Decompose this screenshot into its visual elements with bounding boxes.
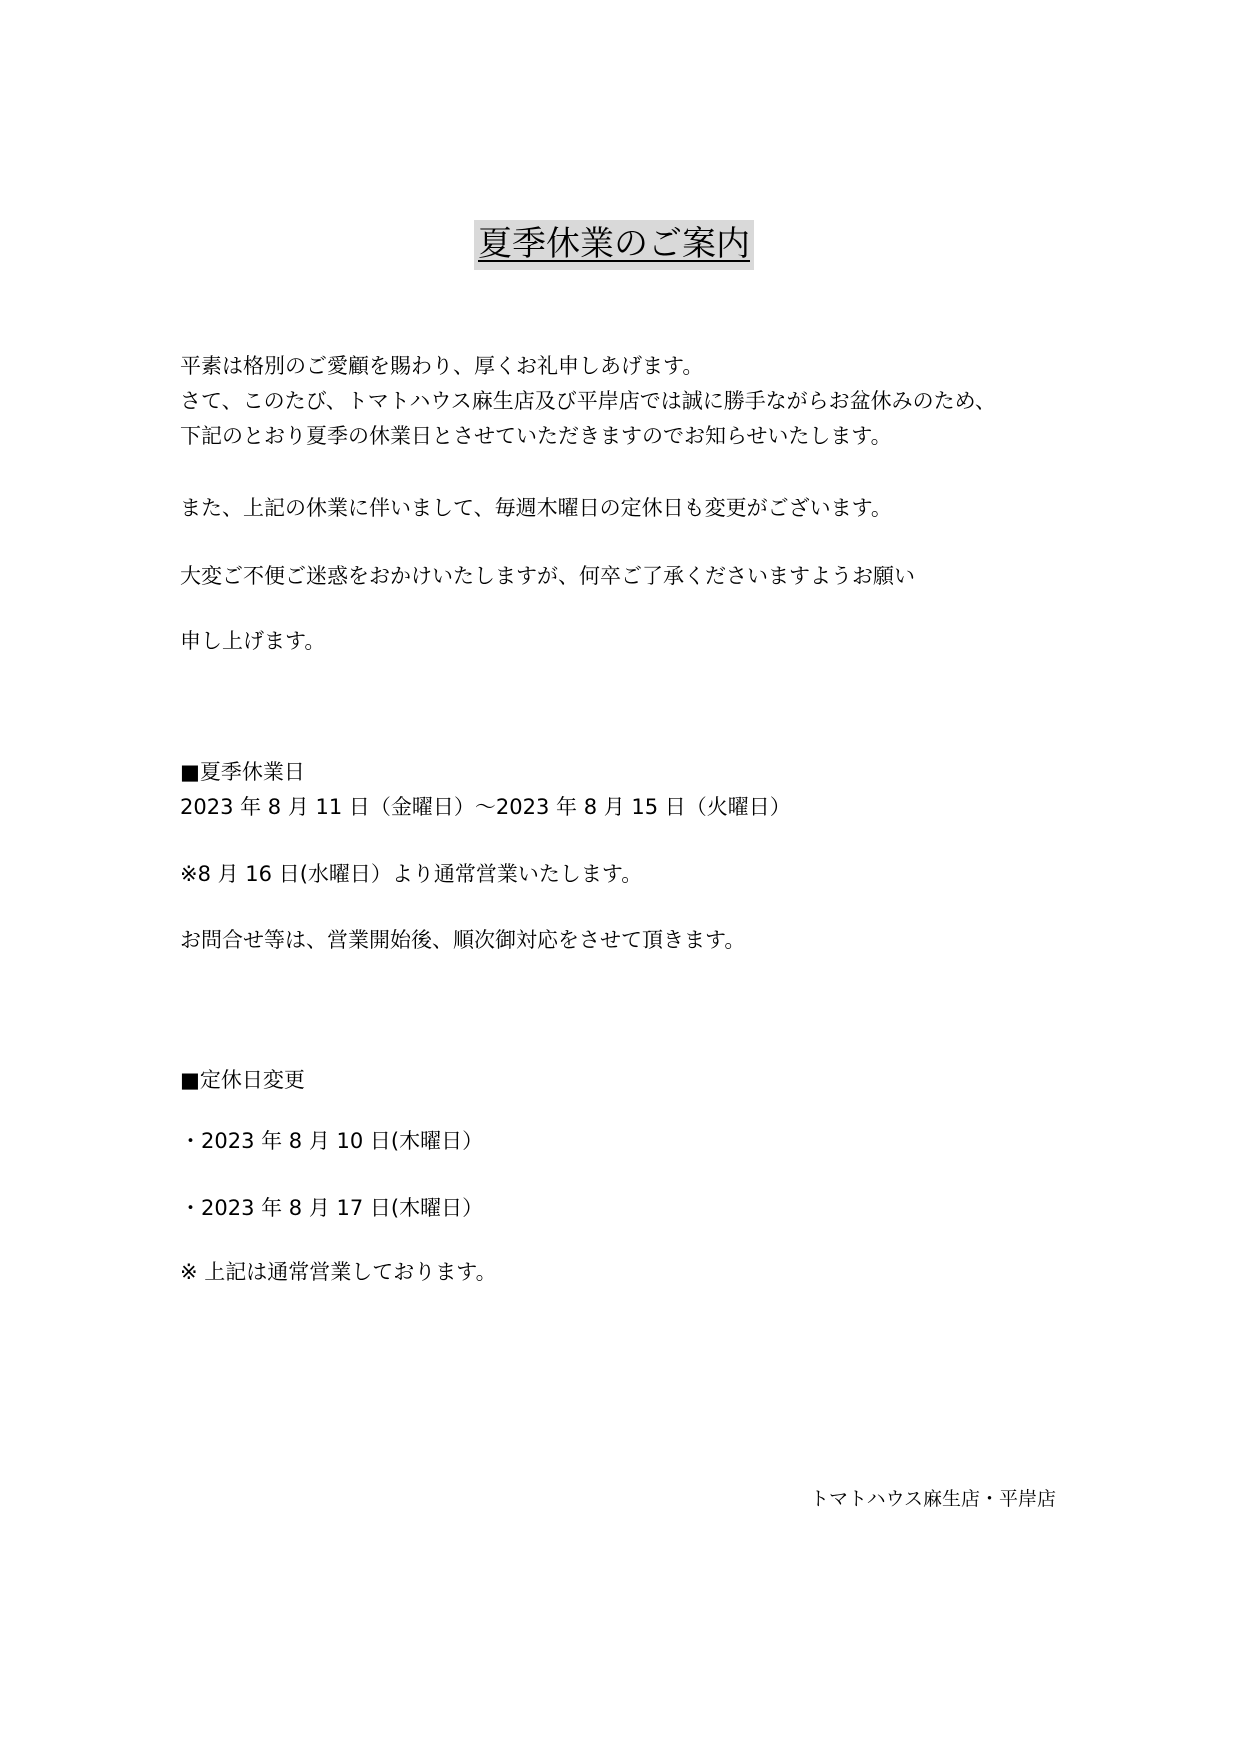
inquiry-note: お問合せ等は、営業開始後、順次御対応をさせて頂きます。 — [180, 928, 746, 952]
resume-note: ※8 月 16 日(水曜日）より通常営業いたします。 — [180, 862, 643, 886]
regular-holiday-note: ※ 上記は通常営業しております。 — [180, 1260, 497, 1284]
signature: トマトハウス麻生店・平岸店 — [810, 1488, 1057, 1510]
apology-line-2: 申し上げます。 — [180, 629, 326, 653]
notice-change-text: また、上記の休業に伴いまして、毎週木曜日の定休日も変更がございます。 — [180, 496, 892, 520]
page-title: 夏季休業のご案内 — [474, 220, 754, 270]
apology-line-1: 大変ご不便ご迷惑をおかけいたしますが、何卒ご了承くださいますようお願い — [180, 564, 915, 588]
regular-holiday-date-1: ・2023 年 8 月 10 日(木曜日） — [180, 1129, 484, 1153]
summer-holiday-heading: ■夏季休業日 — [180, 760, 305, 784]
intro-line-3: 下記のとおり夏季の休業日とさせていただきますのでお知らせいたします。 — [180, 424, 892, 448]
regular-holiday-date-2: ・2023 年 8 月 17 日(木曜日） — [180, 1196, 484, 1220]
summer-holiday-period: 2023 年 8 月 11 日（金曜日）～2023 年 8 月 15 日（火曜日） — [180, 795, 791, 819]
intro-line-1: 平素は格別のご愛顧を賜わり、厚くお礼申しあげます。 — [180, 354, 704, 378]
regular-holiday-heading: ■定休日変更 — [180, 1068, 305, 1092]
intro-line-2: さて、このたび、トマトハウス麻生店及び平岸店では誠に勝手ながらお盆休みのため、 — [180, 389, 996, 413]
